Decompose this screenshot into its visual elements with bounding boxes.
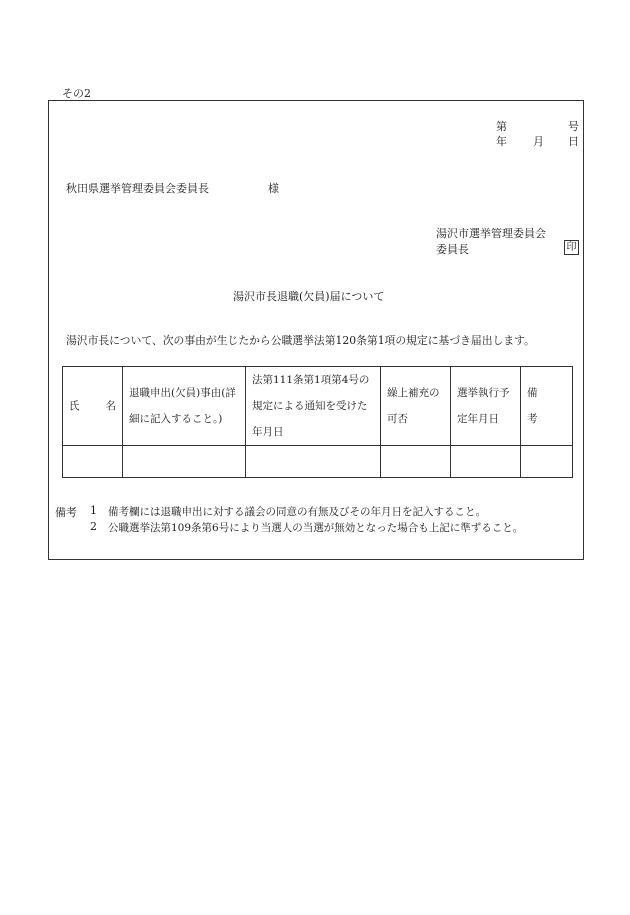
sender-title: 委員長 bbox=[436, 243, 469, 256]
document-frame bbox=[48, 100, 584, 560]
header-remarks: 備 考 bbox=[521, 367, 573, 446]
note-text: 備考欄には退職申出に対する議会の同意の有無及びその年月日を記入すること。 bbox=[108, 506, 486, 518]
number-suffix: 号 bbox=[568, 120, 579, 133]
note-text: 公職選挙法第109条第6号により当選人の当選が無効となった場合も上記に準ずること。 bbox=[108, 522, 524, 534]
table-row bbox=[63, 446, 573, 478]
table-header-row bbox=[63, 367, 573, 446]
addressee-honorific: 様 bbox=[268, 182, 279, 195]
cell-reason[interactable] bbox=[123, 446, 246, 478]
cell-notice-date[interactable] bbox=[246, 446, 381, 478]
header-notice-date: 法第111条第1項第4号の規定による通知を受けた年月日 bbox=[246, 367, 381, 446]
cell-name[interactable] bbox=[63, 446, 123, 478]
date-day: 日 bbox=[568, 135, 579, 148]
date-month: 月 bbox=[533, 135, 544, 148]
note-number: 2 bbox=[90, 520, 97, 533]
addressee-name: 秋田県選挙管理委員会委員長 bbox=[66, 182, 209, 195]
cell-election-date[interactable] bbox=[451, 446, 521, 478]
report-table bbox=[62, 366, 573, 478]
date-year: 年 bbox=[496, 135, 507, 148]
seal-mark bbox=[564, 240, 579, 255]
header-name: 氏 名 bbox=[63, 367, 123, 446]
header-reason: 退職申出(欠員)事由(詳細に記入すること。) bbox=[123, 367, 246, 446]
document-subject: 湯沢市長退職(欠員)届について bbox=[233, 290, 385, 303]
header-replenishment: 繰上補充の可否 bbox=[381, 367, 451, 446]
notes-label: 備考 bbox=[55, 506, 77, 519]
seal-stamp: 印 bbox=[564, 240, 579, 255]
sender-org: 湯沢市選挙管理委員会 bbox=[436, 227, 546, 240]
cell-remarks[interactable] bbox=[521, 446, 573, 478]
header-election-date: 選挙執行予定年月日 bbox=[451, 367, 521, 446]
note-number: 1 bbox=[90, 504, 97, 517]
body-text: 湯沢市長について、次の事由が生じたから公職選挙法第120条第1項の規定に基づき届出します。 bbox=[66, 334, 535, 347]
number-prefix: 第 bbox=[496, 120, 507, 133]
form-label: その2 bbox=[62, 87, 91, 100]
cell-replenishment[interactable] bbox=[381, 446, 451, 478]
